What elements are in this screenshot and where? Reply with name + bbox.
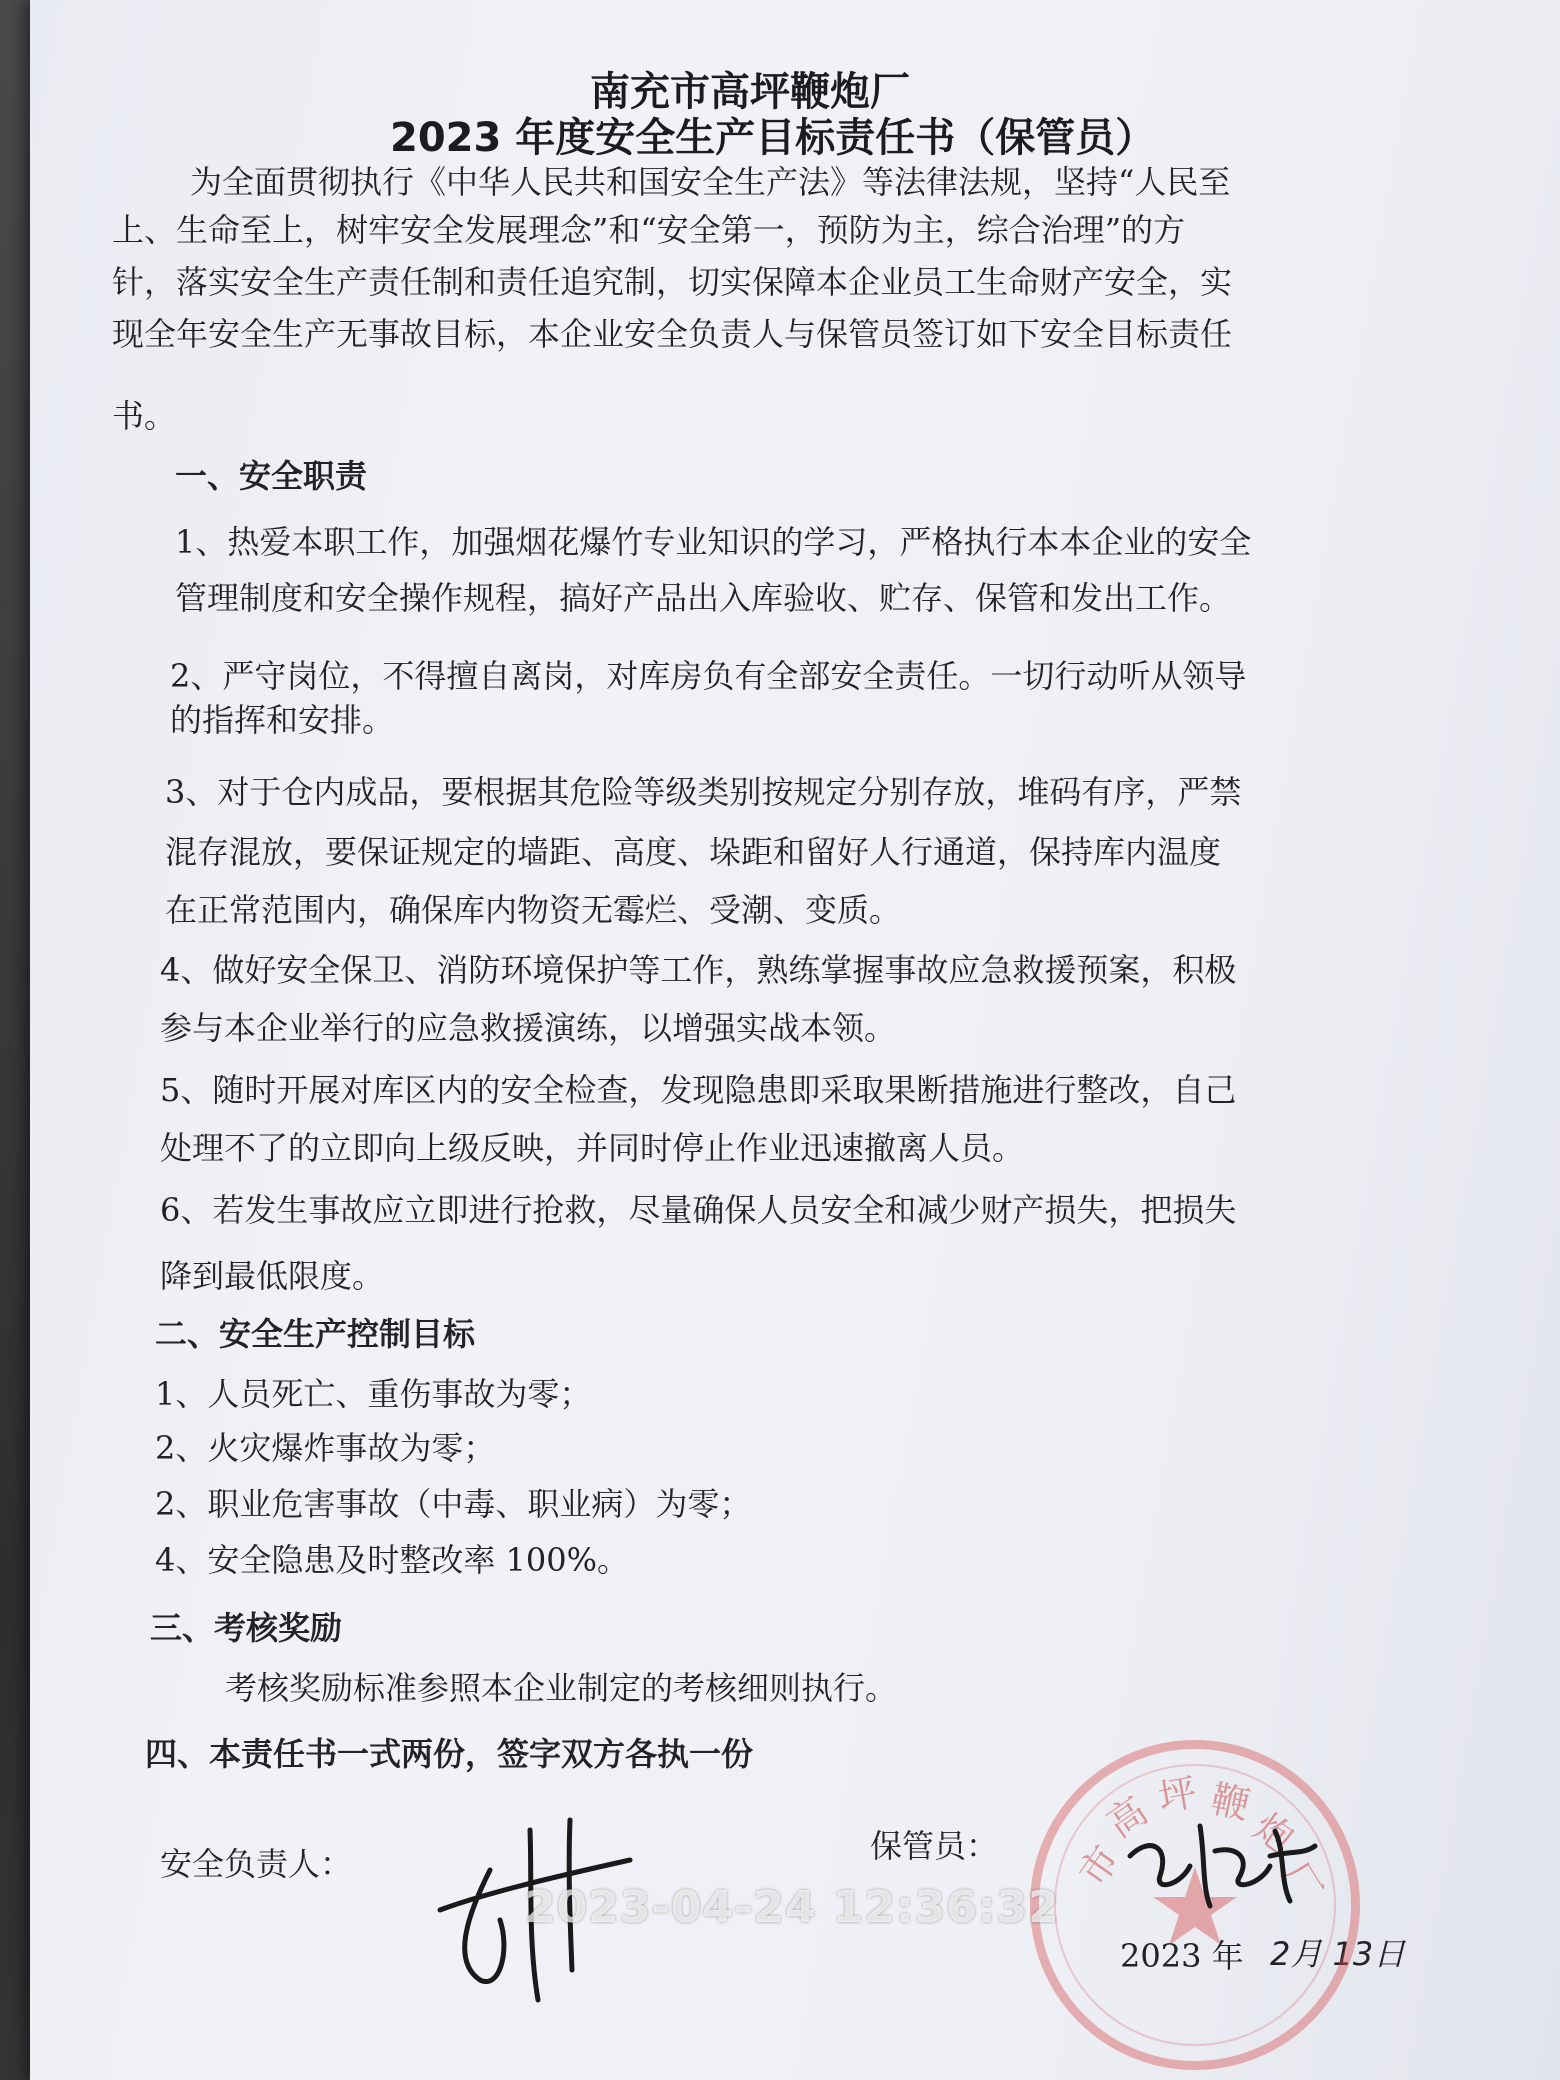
section-heading: 四、本责任书一式两份，签字双方各执一份 (145, 1735, 754, 1773)
document-title: 南充市高坪鞭炮厂 (590, 69, 910, 115)
section-line: 1、人员死亡、重伤事故为零； (155, 1375, 592, 1413)
svg-text:鞭: 鞭 (1207, 1776, 1254, 1828)
intro-line: 现全年安全生产无事故目标，本企业安全负责人与保管员签订如下安全目标责任 (112, 315, 1233, 353)
keeper-signature (1120, 1806, 1320, 1916)
section-line: 2、严守岗位，不得擅自离岗，对库房负有全部安全责任。一切行动听从领导 (170, 657, 1247, 695)
section-line: 4、安全隐患及时整改率 100%。 (155, 1541, 630, 1579)
document-page (30, 0, 1560, 2080)
section-line: 1、热爱本职工作，加强烟花爆竹专业知识的学习，严格执行本本企业的安全 (175, 523, 1252, 561)
section-heading: 三、考核奖励 (150, 1609, 343, 1647)
section-line: 2、火灾爆炸事故为零； (155, 1429, 496, 1467)
svg-text:厂: 厂 (1273, 1854, 1331, 1911)
intro-line: 书。 (112, 397, 177, 435)
intro-line: 为全面贯彻执行《中华人民共和国安全生产法》等法律法规，坚持“人民至 (190, 163, 1231, 201)
section-line: 5、随时开展对库区内的安全检查，发现隐患即采取果断措施进行整改，自己 (160, 1071, 1237, 1109)
section-line: 管理制度和安全操作规程，搞好产品出入库验收、贮存、保管和发出工作。 (175, 579, 1232, 617)
section-line: 的指挥和安排。 (170, 701, 395, 739)
section-line: 6、若发生事故应立即进行抢救，尽量确保人员安全和减少财产损失，把损失 (160, 1191, 1237, 1229)
section-line: 降到最低限度。 (160, 1257, 385, 1295)
section-line: 3、对于仓内成品，要根据其危险等级类别按规定分别存放，堆码有序，严禁 (165, 773, 1242, 811)
safety-manager-label: 安全负责人： (160, 1845, 353, 1883)
intro-line: 针，落实安全生产责任制和责任追究制，切实保障本企业员工生命财产安全，实 (112, 263, 1233, 301)
section-line: 考核奖励标准参照本企业制定的考核细则执行。 (225, 1669, 898, 1707)
svg-text:炮: 炮 (1245, 1804, 1303, 1863)
section-line: 4、做好安全保卫、消防环境保护等工作，熟练掌握事故应急救援预案，积极 (160, 951, 1237, 989)
intro-line: 上、生命至上，树牢安全发展理念”和“安全第一，预防为主，综合治理”的方 (112, 211, 1186, 249)
section-heading: 二、安全生产控制目标 (155, 1315, 476, 1353)
section-line: 混存混放，要保证规定的墙距、高度、垛距和留好人行通道，保持库内温度 (165, 833, 1222, 871)
svg-text:高: 高 (1098, 1788, 1156, 1847)
date-year: 2023 年 (1120, 1937, 1244, 1975)
section-line: 参与本企业举行的应急救援演练，以增强实战本领。 (160, 1009, 897, 1047)
photo-timestamp: 2023-04-24 12:36:32 (525, 1882, 1060, 1933)
document-subtitle: 2023 年度安全生产目标责任书（保管员） (390, 115, 1156, 161)
svg-text:市: 市 (1070, 1837, 1129, 1895)
section-line: 2、职业危害事故（中毒、职业病）为零； (155, 1485, 752, 1523)
section-heading: 一、安全职责 (175, 457, 368, 495)
section-line: 处理不了的立即向上级反映，并同时停止作业迅速撤离人员。 (160, 1129, 1025, 1167)
svg-text:坪: 坪 (1154, 1769, 1201, 1820)
date-handwritten: 2月 13日 (1270, 1935, 1406, 1973)
keeper-label: 保管员： (870, 1827, 999, 1865)
section-line: 在正常范围内，确保库内物资无霉烂、受潮、变质。 (165, 891, 902, 929)
